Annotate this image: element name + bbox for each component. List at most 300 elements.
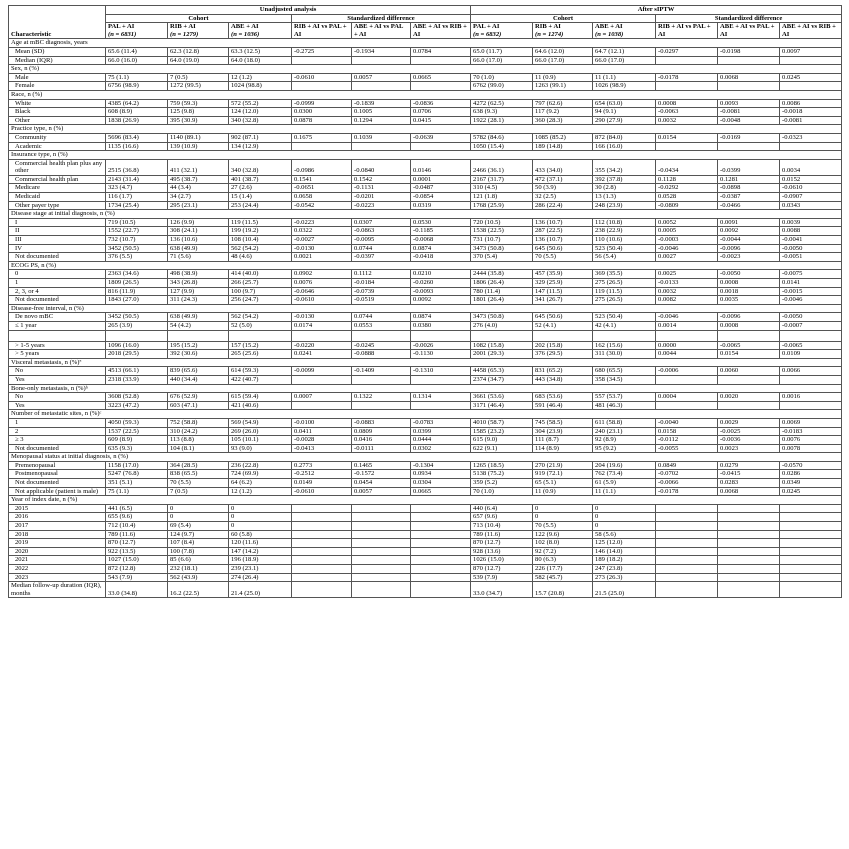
table-cell: 759 (59.3) (168, 99, 229, 108)
table-cell: 12 (1.2) (229, 487, 292, 496)
table-cell: 62.3 (12.8) (168, 47, 229, 56)
table-cell: 1027 (15.0) (106, 556, 168, 565)
table-cell: 136 (10.6) (168, 236, 229, 245)
table-cell: -0.0809 (656, 201, 718, 210)
table-cell: 0.0300 (292, 108, 352, 117)
table-cell (780, 82, 842, 91)
table-cell (411, 547, 471, 556)
table-cell: -0.0026 (411, 341, 471, 350)
table-cell: -0.0898 (718, 184, 780, 193)
table-cell (411, 522, 471, 531)
table-cell (411, 573, 471, 582)
table-cell: 0.0141 (780, 279, 842, 288)
table-cell: 745 (58.5) (533, 418, 593, 427)
table-cell: -0.0112 (656, 436, 718, 445)
table-cell: 0.0029 (718, 418, 780, 427)
table-cell: 0.0528 (656, 193, 718, 202)
table-cell: 65 (5.1) (533, 479, 593, 488)
column-header-n: (n = 6831) (108, 30, 137, 38)
table-cell: 64 (6.2) (229, 479, 292, 488)
table-cell: 0.0665 (411, 73, 471, 82)
table-cell: 654 (63.0) (593, 99, 656, 108)
table-cell: 0.0553 (352, 321, 411, 330)
table-cell: -0.0220 (292, 341, 352, 350)
table-cell: 0.1675 (292, 133, 352, 142)
table-cell: 615 (59.4) (229, 393, 292, 402)
table-cell: 199 (19.2) (229, 227, 292, 236)
table-row (9, 116, 842, 125)
table-cell: 265 (3.9) (106, 321, 168, 330)
table-cell (292, 330, 352, 341)
table-cell (292, 530, 352, 539)
table-cell: 0.0744 (352, 244, 411, 253)
table-cell: -0.0028 (292, 436, 352, 445)
table-cell: 204 (19.6) (593, 461, 656, 470)
column-header-n: (n = 6832) (473, 30, 502, 38)
table-cell: 392 (30.6) (168, 350, 229, 359)
table-cell: 369 (35.5) (593, 270, 656, 279)
table-cell: 136 (10.7) (533, 218, 593, 227)
row-label: 2023 (9, 573, 106, 582)
table-cell: 839 (65.6) (168, 367, 229, 376)
table-cell: 615 (9.0) (471, 436, 533, 445)
table-cell: 15 (1.4) (229, 193, 292, 202)
table-cell: 0.0444 (411, 436, 471, 445)
section-header-row (9, 125, 842, 134)
table-cell (292, 56, 352, 65)
table-cell: -0.0063 (656, 108, 718, 117)
table-cell: 3661 (53.6) (471, 393, 533, 402)
section-label: Insurance type, n (%) (9, 151, 842, 160)
table-cell: 196 (18.9) (229, 556, 292, 565)
row-label: Academic (9, 142, 106, 151)
table-cell: 11 (1.1) (593, 487, 656, 496)
table-cell: -0.1304 (411, 461, 471, 470)
unadjusted-header: Unadjusted analysis (106, 6, 471, 15)
table-cell: 0.0093 (718, 99, 780, 108)
table-cell: 11 (0.9) (533, 73, 593, 82)
table-cell: 680 (65.5) (593, 367, 656, 376)
row-label: Other (9, 116, 106, 125)
table-cell: -0.0036 (718, 436, 780, 445)
table-cell: -0.0075 (780, 270, 842, 279)
table-cell: 870 (12.7) (106, 539, 168, 548)
table-cell (656, 330, 718, 341)
table-cell: 1537 (22.5) (106, 427, 168, 436)
table-cell: -0.0095 (352, 236, 411, 245)
table-cell: 0.0154 (656, 133, 718, 142)
std-diff-column-header: ABE + AI vs RIB + AI (780, 23, 842, 39)
table-cell: 265 (25.6) (229, 350, 292, 359)
table-cell: 0.0411 (292, 427, 352, 436)
section-header-row (9, 496, 842, 505)
table-cell: 147 (11.5) (533, 287, 593, 296)
table-cell (780, 582, 842, 598)
table-cell: -0.0610 (292, 73, 352, 82)
table-cell: 0 (533, 513, 593, 522)
table-cell: 0.0658 (292, 193, 352, 202)
table-cell: 119 (11.5) (593, 287, 656, 296)
table-cell: -0.0854 (411, 193, 471, 202)
table-cell: 4050 (59.3) (106, 418, 168, 427)
table-cell: 1801 (26.4) (471, 296, 533, 305)
table-cell: 95 (9.2) (593, 444, 656, 453)
table-cell: 797 (62.6) (533, 99, 593, 108)
table-cell: 2374 (34.7) (471, 375, 533, 384)
table-cell: 311 (24.3) (168, 296, 229, 305)
row-label: 2 (9, 427, 106, 436)
row-label: Commercial health plan (9, 175, 106, 184)
table-cell: 1135 (16.6) (106, 142, 168, 151)
table-row (9, 539, 842, 548)
row-label: Not applicable (patient is male) (9, 487, 106, 496)
table-cell (106, 330, 168, 341)
table-cell: 872 (84.0) (593, 133, 656, 142)
table-cell: 52 (5.0) (229, 321, 292, 330)
table-cell: 0.0878 (292, 116, 352, 125)
table-cell: 422 (40.7) (229, 375, 292, 384)
table-cell (168, 330, 229, 341)
table-cell: 5696 (83.4) (106, 133, 168, 142)
column-header (106, 23, 168, 39)
table-cell: 0.1039 (352, 133, 411, 142)
row-label: ≥ 3 (9, 436, 106, 445)
table-cell (352, 375, 411, 384)
table-cell: -0.1839 (352, 99, 411, 108)
table-cell (352, 82, 411, 91)
table-cell: 0.0399 (411, 427, 471, 436)
table-cell (718, 556, 780, 565)
table-row (9, 556, 842, 565)
table-cell: 421 (40.6) (229, 401, 292, 410)
table-row (9, 82, 842, 91)
table-cell: 44 (3.4) (168, 184, 229, 193)
table-cell: -0.0023 (718, 253, 780, 262)
table-cell: 0.0091 (718, 218, 780, 227)
row-label: 2020 (9, 547, 106, 556)
table-cell: 3473 (50.8) (471, 313, 533, 322)
table-cell: 75 (1.1) (106, 73, 168, 82)
table-cell: 340 (32.8) (229, 116, 292, 125)
table-cell: 0.0052 (656, 218, 718, 227)
table-cell (656, 56, 718, 65)
table-cell: 0.0014 (656, 321, 718, 330)
table-cell (411, 530, 471, 539)
header-row-3 (9, 23, 842, 39)
table-cell: 0.0016 (780, 393, 842, 402)
table-cell: -0.0015 (780, 287, 842, 296)
table-cell: 0.0035 (718, 296, 780, 305)
table-cell: -0.0610 (780, 184, 842, 193)
section-header-row (9, 210, 842, 219)
table-cell: 0.0415 (411, 116, 471, 125)
table-cell: 3452 (50.5) (106, 244, 168, 253)
table-row (9, 470, 842, 479)
table-cell: 0.0018 (718, 287, 780, 296)
table-cell: -0.0051 (780, 253, 842, 262)
table-cell: 0.0874 (411, 244, 471, 253)
table-row (9, 565, 842, 574)
table-cell: -0.0130 (292, 244, 352, 253)
table-cell: 340 (32.8) (229, 159, 292, 175)
table-cell: -0.1934 (352, 47, 411, 56)
table-cell (656, 375, 718, 384)
table-cell: 543 (7.9) (106, 573, 168, 582)
table-cell: 1050 (15.4) (471, 142, 533, 151)
table-cell: 48 (4.6) (229, 253, 292, 262)
table-cell: -0.0046 (656, 313, 718, 322)
table-cell: 2318 (33.9) (106, 375, 168, 384)
row-label: White (9, 99, 106, 108)
table-cell: 0.0245 (780, 73, 842, 82)
table-cell: 0.0004 (656, 393, 718, 402)
table-cell: 157 (15.2) (229, 341, 292, 350)
table-row (9, 201, 842, 210)
table-cell (780, 401, 842, 410)
section-header-row (9, 453, 842, 462)
table-cell: 136 (10.7) (533, 236, 593, 245)
table-cell (411, 142, 471, 151)
row-label: Female (9, 82, 106, 91)
table-cell: -0.0883 (352, 418, 411, 427)
table-cell: 816 (11.9) (106, 287, 168, 296)
table-cell (780, 513, 842, 522)
table-cell: 30 (2.8) (593, 184, 656, 193)
table-cell: 5138 (75.2) (471, 470, 533, 479)
table-cell (411, 330, 471, 341)
table-cell: 239 (23.1) (229, 565, 292, 574)
table-row (9, 401, 842, 410)
table-cell: 838 (65.5) (168, 470, 229, 479)
table-cell: 1085 (85.2) (533, 133, 593, 142)
row-label: II (9, 227, 106, 236)
column-header-label: RIB + AI (535, 23, 561, 31)
table-cell (656, 142, 718, 151)
table-cell: 572 (55.2) (229, 99, 292, 108)
table-cell (352, 522, 411, 531)
table-cell: 1734 (25.4) (106, 201, 168, 210)
table-cell (593, 330, 656, 341)
section-label: ECOG PS, n (%) (9, 261, 842, 270)
table-cell: 582 (45.7) (533, 573, 593, 582)
table-cell: -0.0081 (718, 108, 780, 117)
table-cell (411, 513, 471, 522)
table-cell: 125 (12.0) (593, 539, 656, 548)
table-cell (780, 539, 842, 548)
table-row (9, 530, 842, 539)
table-cell: -0.0046 (780, 296, 842, 305)
table-cell: 2515 (36.8) (106, 159, 168, 175)
table-cell: 308 (24.1) (168, 227, 229, 236)
table-cell: 341 (26.7) (533, 296, 593, 305)
table-cell: 523 (50.4) (593, 313, 656, 322)
table-cell: 2466 (36.1) (471, 159, 533, 175)
table-cell: 232 (18.1) (168, 565, 229, 574)
row-label: > 5 years (9, 350, 106, 359)
section-header-row (9, 304, 842, 313)
table-cell: 66.0 (17.0) (593, 56, 656, 65)
table-cell: 0.1005 (352, 108, 411, 117)
table-cell: 440 (34.4) (168, 375, 229, 384)
table-container (8, 5, 841, 598)
table-cell: -0.0397 (352, 253, 411, 262)
table-cell: 1024 (98.8) (229, 82, 292, 91)
section-header-row (9, 39, 842, 48)
table-cell: 3223 (47.2) (106, 401, 168, 410)
table-cell: 134 (12.9) (229, 142, 292, 151)
section-label: Visceral metastasis, n (%)ª (9, 358, 842, 367)
table-cell: 1552 (22.7) (106, 227, 168, 236)
row-label: 2019 (9, 539, 106, 548)
table-row (9, 193, 842, 202)
table-cell: 0.0322 (292, 227, 352, 236)
table-cell: -0.0169 (718, 133, 780, 142)
table-cell: 902 (87.1) (229, 133, 292, 142)
table-cell: 0.0319 (411, 201, 471, 210)
table-row (9, 287, 842, 296)
table-cell: 0.0380 (411, 321, 471, 330)
table-cell: -0.0487 (411, 184, 471, 193)
table-cell: 12 (1.2) (229, 73, 292, 82)
table-cell: 0.0025 (656, 270, 718, 279)
table-cell: 0.0307 (352, 218, 411, 227)
table-cell: 0 (229, 522, 292, 531)
section-label: Age at mBC diagnosis, years (9, 39, 842, 48)
table-cell: 0.0001 (411, 175, 471, 184)
table-cell: -0.0046 (656, 244, 718, 253)
table-cell: 0.0304 (411, 479, 471, 488)
row-label: 1 (9, 279, 106, 288)
table-cell: -0.0096 (718, 313, 780, 322)
table-cell: 253 (24.4) (229, 201, 292, 210)
table-row (9, 427, 842, 436)
table-cell (411, 504, 471, 513)
row-label: Medicare (9, 184, 106, 193)
table-cell: 273 (26.3) (593, 573, 656, 582)
table-cell: -0.0323 (780, 133, 842, 142)
table-cell: 323 (4.7) (106, 184, 168, 193)
table-cell: 0.0057 (352, 73, 411, 82)
table-cell: 70 (5.5) (533, 522, 593, 531)
table-cell: 635 (9.3) (106, 444, 168, 453)
cohort-header-adjusted: Cohort (471, 14, 656, 23)
table-cell: -0.0050 (780, 244, 842, 253)
column-header (471, 23, 533, 39)
table-cell (352, 539, 411, 548)
table-cell: -0.0068 (411, 236, 471, 245)
section-header-row (9, 90, 842, 99)
row-label: Medicaid (9, 193, 106, 202)
table-cell: -0.0183 (780, 427, 842, 436)
table-cell (718, 547, 780, 556)
row-label: IV (9, 244, 106, 253)
table-cell: 0.0283 (718, 479, 780, 488)
section-label: Disease stage at initial diagnosis, n (%) (9, 210, 842, 219)
table-cell: 0.0027 (656, 253, 718, 262)
table-cell (292, 82, 352, 91)
table-cell: 713 (10.4) (471, 522, 533, 531)
table-cell: -0.0003 (656, 236, 718, 245)
table-cell (780, 56, 842, 65)
row-label: Premenopausal (9, 461, 106, 470)
std-diff-column-header: RIB + AI vs PAL + AI (292, 23, 352, 39)
table-cell: 0.0286 (780, 470, 842, 479)
table-row (9, 341, 842, 350)
table-cell: 66.0 (17.0) (533, 56, 593, 65)
table-cell: 0 (168, 513, 229, 522)
row-label: Median follow-up duration (IQR), months (9, 582, 106, 598)
table-cell (780, 522, 842, 531)
table-cell: 105 (10.1) (229, 436, 292, 445)
column-header-label: PAL + AI (108, 23, 135, 31)
table-row (9, 313, 842, 322)
table-cell: 269 (26.0) (229, 427, 292, 436)
table-cell: -0.0178 (656, 73, 718, 82)
table-cell: 1838 (26.9) (106, 116, 168, 125)
table-cell: 94 (9.1) (593, 108, 656, 117)
table-cell: 557 (53.7) (593, 393, 656, 402)
table-cell: 276 (4.0) (471, 321, 533, 330)
header-row-2 (9, 14, 842, 23)
table-row (9, 436, 842, 445)
table-cell: 0.0082 (656, 296, 718, 305)
table-cell: 1082 (15.8) (471, 341, 533, 350)
table-row (9, 184, 842, 193)
column-header-label: PAL + AI (473, 23, 500, 31)
table-cell: 189 (14.8) (533, 142, 593, 151)
table-cell (352, 56, 411, 65)
table-cell: 56 (5.4) (593, 253, 656, 262)
table-cell: 645 (50.6) (533, 244, 593, 253)
row-label: ≤ 1 year (9, 321, 106, 330)
table-cell: 61 (5.9) (593, 479, 656, 488)
table-cell: 85 (6.6) (168, 556, 229, 565)
table-cell: 376 (29.5) (533, 350, 593, 359)
table-cell: 6756 (98.9) (106, 82, 168, 91)
table-cell: 0.0210 (411, 270, 471, 279)
table-cell (229, 330, 292, 341)
baseline-characteristics-table (8, 5, 842, 598)
table-cell: 0.0241 (292, 350, 352, 359)
table-cell: -0.0907 (780, 193, 842, 202)
std-diff-column-header: ABE + AI vs RIB + AI (411, 23, 471, 39)
table-cell: 226 (17.7) (533, 565, 593, 574)
table-cell: 780 (11.4) (471, 287, 533, 296)
cohort-header-unadjusted: Cohort (106, 14, 292, 23)
table-cell: 0.0279 (718, 461, 780, 470)
table-cell (718, 56, 780, 65)
table-cell: 120 (11.6) (229, 539, 292, 548)
table-cell: 0.0809 (352, 427, 411, 436)
table-cell: 360 (28.3) (533, 116, 593, 125)
table-cell: 414 (40.0) (229, 270, 292, 279)
table-cell: 1026 (15.0) (471, 556, 533, 565)
std-diff-column-header: RIB + AI vs PAL + AI (656, 23, 718, 39)
table-cell: 724 (69.9) (229, 470, 292, 479)
table-cell: 0.0454 (352, 479, 411, 488)
table-cell: 638 (49.9) (168, 244, 229, 253)
column-header-n: (n = 1038) (595, 30, 624, 38)
column-header-label: ABE + AI (231, 23, 259, 31)
table-cell: 919 (72.1) (533, 470, 593, 479)
table-cell: 0.0158 (656, 427, 718, 436)
table-cell: 311 (30.0) (593, 350, 656, 359)
table-cell: 15.7 (20.8) (533, 582, 593, 598)
table-cell: 0.0874 (411, 313, 471, 322)
table-cell: -0.1409 (352, 367, 411, 376)
table-row (9, 393, 842, 402)
table-cell (292, 565, 352, 574)
